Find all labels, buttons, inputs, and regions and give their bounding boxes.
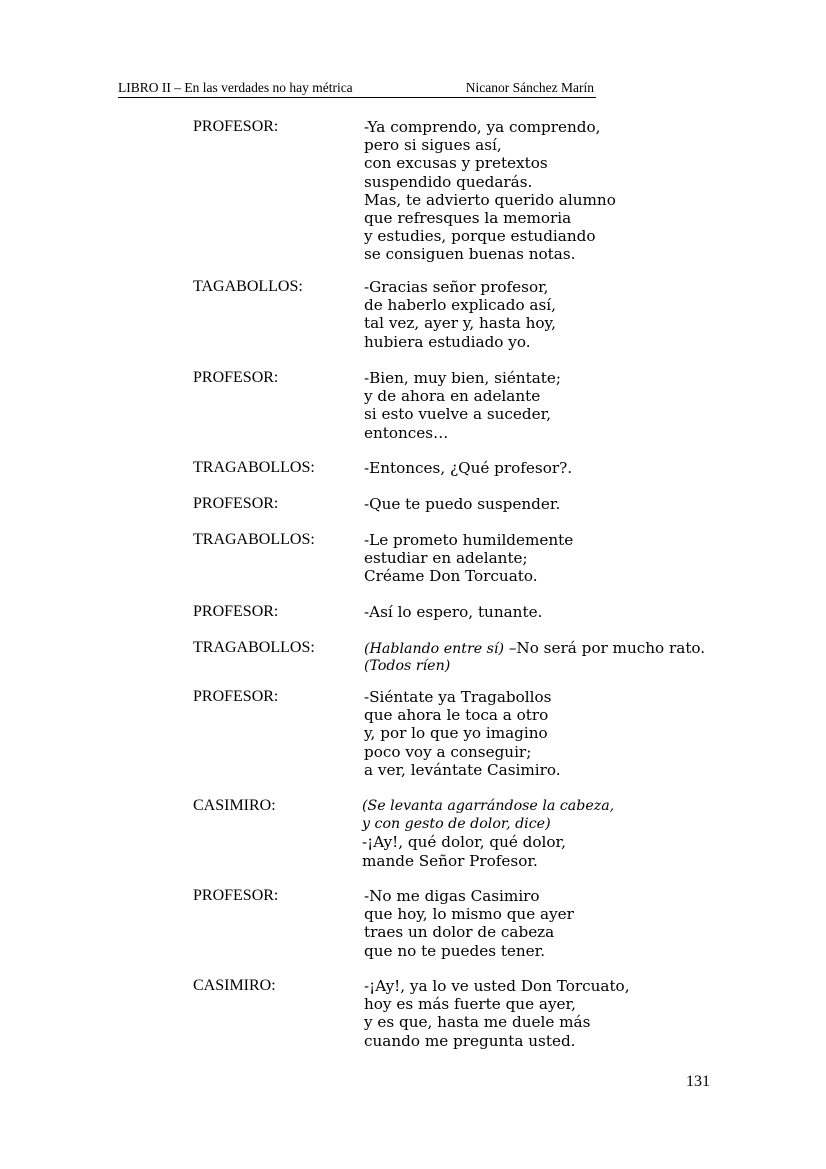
- header-book-title: LIBRO II – En las verdades no hay métrica: [118, 80, 353, 95]
- verse-line: -Así lo espero, tunante.: [364, 603, 543, 621]
- verse-text: –No será por mucho rato.: [504, 639, 706, 657]
- verse-line: se consiguen buenas notas.: [364, 245, 576, 264]
- verse-line: y es que, hasta me duele más: [364, 1013, 591, 1032]
- dialogue-lines: [364, 459, 572, 477]
- verse-line: hubiera estudiado yo.: [364, 332, 531, 351]
- verse-line: -¡Ay!, ya lo ve usted Don Torcuato,: [364, 977, 630, 995]
- verse-line: Créame Don Torcuato.: [364, 567, 538, 586]
- verse-line: de haberlo explicado así,: [364, 296, 556, 315]
- verse-line: que no te puedes tener.: [364, 941, 546, 960]
- dialogue-lines: [364, 531, 573, 586]
- verse-line: Mas, te advierto querido alumno: [364, 190, 616, 209]
- stage-direction: y con gesto de dolor, dice): [362, 816, 551, 833]
- running-header: [118, 80, 596, 98]
- dialogue-lines: [364, 369, 561, 442]
- verse-line: traes un dolor de cabeza: [364, 923, 555, 942]
- speaker-name: PROFESOR:: [193, 495, 279, 512]
- speaker-name: PROFESOR:: [193, 887, 279, 904]
- verse-line: tal vez, ayer y, hasta hoy,: [364, 314, 556, 333]
- dialogue-lines: [364, 118, 616, 264]
- dialogue-lines: [364, 603, 542, 621]
- verse-line: -Entonces, ¿Qué profesor?.: [364, 459, 573, 477]
- verse-line: que ahora le toca a otro: [364, 706, 549, 725]
- verse-line: y de ahora en adelante: [364, 387, 541, 406]
- dialogue-lines: [364, 887, 574, 960]
- verse-line: -Que te puedo suspender.: [364, 495, 561, 513]
- dialogue-lines: [364, 688, 561, 779]
- speaker-name: CASIMIRO:: [193, 977, 276, 994]
- stage-direction: (Hablando entre sí): [364, 641, 504, 657]
- speaker-name: TAGABOLLOS:: [193, 278, 303, 295]
- dialogue-lines: [364, 495, 560, 513]
- verse-line: con excusas y pretextos: [364, 154, 548, 173]
- verse-line: -Gracias señor profesor,: [364, 278, 549, 296]
- verse-line: y estudies, porque estudiando: [364, 227, 596, 246]
- dialogue-lines: [364, 639, 705, 675]
- stage-direction: (Se levanta agarrándose la cabeza,: [362, 798, 615, 814]
- verse-line: y, por lo que yo imagino: [364, 724, 548, 743]
- verse-line: cuando me pregunta usted.: [364, 1031, 576, 1050]
- page-number: 131: [686, 1073, 710, 1090]
- speaker-name: PROFESOR:: [193, 603, 279, 620]
- speaker-name: PROFESOR:: [193, 118, 279, 135]
- speaker-name: PROFESOR:: [193, 369, 279, 386]
- verse-line: poco voy a conseguir;: [364, 742, 532, 761]
- speaker-name: PROFESOR:: [193, 688, 279, 705]
- verse-line: que refresques la memoria: [364, 208, 572, 227]
- verse-line: mande Señor Profesor.: [362, 851, 538, 870]
- verse-line: -Ya comprendo, ya comprendo,: [364, 118, 601, 136]
- header-author: Nicanor Sánchez Marín: [465, 80, 594, 95]
- verse-line: pero si sigues así,: [364, 136, 502, 155]
- dialogue-lines: [364, 278, 556, 351]
- speaker-name: TRAGABOLLOS:: [193, 639, 315, 656]
- speaker-name: TRAGABOLLOS:: [193, 459, 315, 476]
- verse-line: -No me digas Casimiro: [364, 887, 540, 905]
- verse-line: entonces…: [364, 423, 449, 442]
- verse-line: a ver, levántate Casimiro.: [364, 760, 561, 779]
- verse-line: [364, 639, 705, 657]
- verse-line: estudiar en adelante;: [364, 549, 528, 568]
- dialogue-lines: [364, 977, 630, 1050]
- verse-line: suspendido quedarás.: [364, 172, 533, 191]
- verse-line: -Le prometo humildemente: [364, 531, 574, 549]
- speaker-name: CASIMIRO:: [193, 797, 276, 814]
- verse-line: que hoy, lo mismo que ayer: [364, 905, 574, 924]
- stage-direction: (Todos ríen): [364, 658, 451, 675]
- verse-line: hoy es más fuerte que ayer,: [364, 995, 576, 1014]
- dialogue-lines: [362, 797, 614, 870]
- verse-line: -Bien, muy bien, siéntate;: [364, 369, 561, 387]
- speaker-name: TRAGABOLLOS:: [193, 531, 315, 548]
- verse-line: -¡Ay!, qué dolor, qué dolor,: [362, 833, 566, 852]
- verse-line: si esto vuelve a suceder,: [364, 405, 552, 424]
- verse-line: -Siéntate ya Tragabollos: [364, 688, 552, 706]
